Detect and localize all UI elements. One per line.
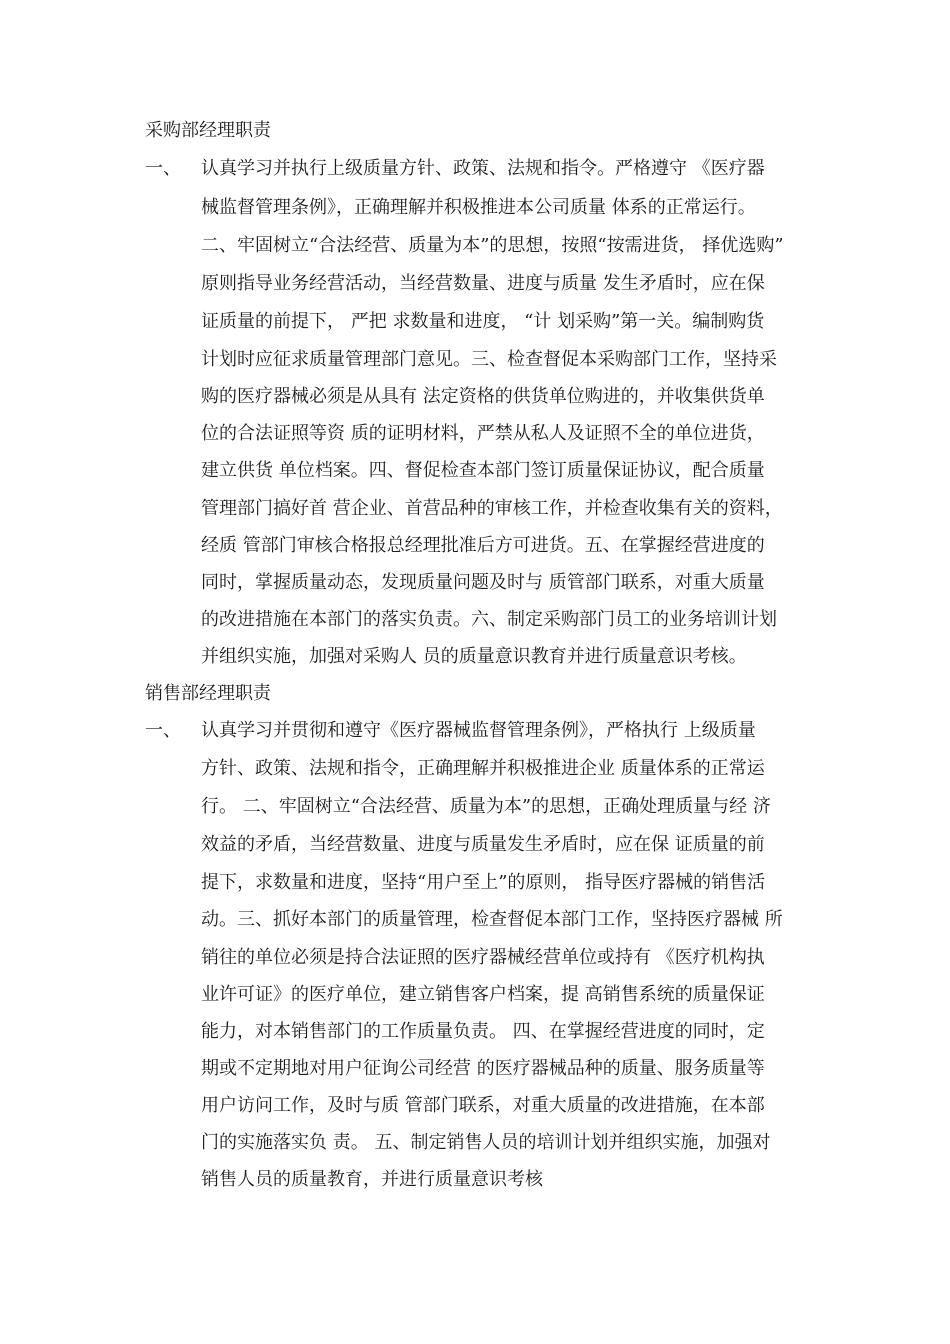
paragraph-line: 建立供货 单位档案。四、督促检查本部门签订质量保证协议，配合质量 (201, 460, 765, 481)
paragraph-line: 销往的单位必须是持合法证照的医疗器械经营单位或持有 《医疗机构执 (201, 947, 765, 968)
paragraph-line: 械监督管理条例》，正确理解并积极推进本公司质量 体系的正常运行。 (201, 197, 756, 218)
paragraph-line: 能力，对本销售部门的工作质量负责。 四、在掌握经营进度的同时，定 (201, 1021, 765, 1042)
paragraph-line: 并组织实施，加强对采购人 员的质量意识教育并进行质量意识考核。 (201, 646, 747, 667)
paragraph-line: 经质 管部门审核合格报总经理批准后方可进货。五、在掌握经营进度的 (201, 535, 765, 556)
paragraph-line: 动。三、抓好本部门的质量管理，检查督促本部门工作，坚持医疗器械 所 (201, 909, 783, 930)
paragraph-line: 提下，求数量和进度，坚持“用户至上”的原则， 指导医疗器械的销售活 (201, 872, 766, 893)
paragraph-line: 用户访问工作，及时与质 管部门联系，对重大质量的改进措施，在本部 (201, 1095, 765, 1116)
paragraph-line: 管理部门搞好首 营企业、首营品种的审核工作，并检查收集有关的资料， (201, 498, 783, 519)
paragraph-line: 的改进措施在本部门的落实负责。六、制定采购部门员工的业务培训计划 (201, 609, 777, 630)
paragraph-line: 行。 二、牢固树立“合法经营、质量为本”的思想，正确处理质量与经 济 (201, 796, 771, 817)
paragraph-line: 认真学习并执行上级质量方针、政策、法规和指令。严格遵守 《医疗器 (201, 158, 765, 179)
paragraph-line: 销售人员的质量教育，并进行质量意识考核 (201, 1169, 543, 1190)
section-title-sales: 销售部经理职责 (145, 683, 271, 704)
paragraph-line: 证质量的前提下， 严把 求数量和进度， “计 划采购”第一关。编制购货 (201, 311, 765, 332)
paragraph-line: 原则指导业务经营活动，当经营数量、进度与质量 发生矛盾时，应在保 (201, 273, 765, 294)
list-marker: 一、 (145, 158, 181, 179)
list-marker: 一、 (145, 720, 181, 741)
paragraph-line: 二、牢固树立“合法经营、质量为本”的思想，按照“按需进货， 择优选购” (201, 235, 784, 256)
paragraph-line: 同时，掌握质量动态，发现质量问题及时与 质管部门联系，对重大质量 (201, 572, 765, 593)
paragraph-line: 效益的矛盾，当经营数量、进度与质量发生矛盾时，应在保 证质量的前 (201, 834, 765, 855)
paragraph-line: 门的实施落实负 责。 五、制定销售人员的培训计划并组织实施，加强对 (201, 1132, 771, 1153)
paragraph-line: 业许可证》的医疗单位，建立销售客户档案，提 高销售系统的质量保证 (201, 984, 765, 1005)
paragraph-line: 位的合法证照等资 质的证明材料，严禁从私人及证照不全的单位进货， (201, 423, 765, 444)
paragraph-line: 购的医疗器械必须是从具有 法定资格的供货单位购进的，并收集供货单 (201, 386, 765, 407)
paragraph-line: 方针、政策、法规和指令，正确理解并积极推进企业 质量体系的正常运 (201, 758, 765, 779)
paragraph-line: 计划时应征求质量管理部门意见。三、检查督促本采购部门工作，坚持采 (201, 349, 777, 370)
section-title-purchasing: 采购部经理职责 (145, 120, 271, 141)
paragraph-line: 认真学习并贯彻和遵守《医疗器械监督管理条例》，严格执行 上级质量 (201, 720, 756, 741)
paragraph-line: 期或不定期地对用户征询公司经营 的医疗器械品种的质量、服务质量等 (201, 1058, 765, 1079)
